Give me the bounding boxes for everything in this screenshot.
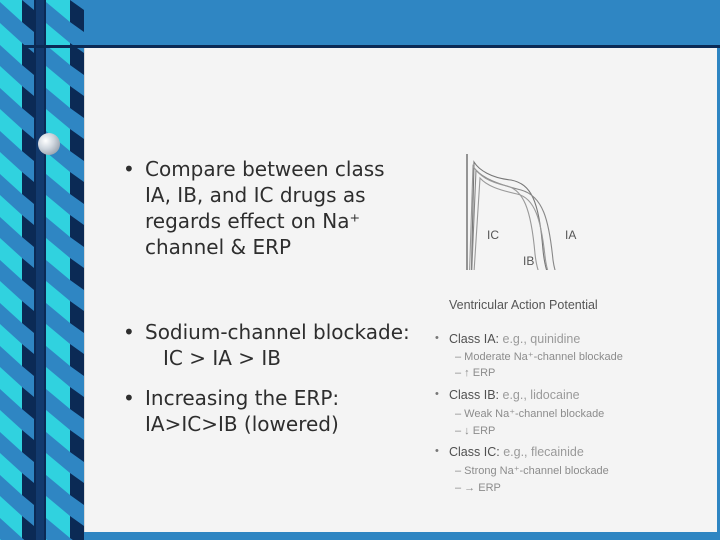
top-band bbox=[84, 0, 720, 46]
figure-label-ib: IB bbox=[523, 254, 535, 268]
class-name: Class IB: bbox=[449, 388, 500, 402]
bullet-line: Compare between class bbox=[145, 157, 385, 181]
class-ib-sub: – Weak Na⁺-channel blockade bbox=[455, 408, 605, 420]
bullet-erp bbox=[123, 385, 340, 437]
class-ib-sub: – ↓ ERP bbox=[455, 425, 496, 437]
class-example: e.g., flecainide bbox=[503, 445, 584, 459]
slide-content bbox=[84, 48, 717, 532]
figure-caption: Ventricular Action Potential bbox=[449, 298, 598, 312]
class-ic-sub: – Strong Na⁺-channel blockade bbox=[455, 465, 609, 477]
figure-label-ia: IA bbox=[565, 228, 577, 242]
curve-baseline bbox=[467, 162, 571, 270]
bullet-line: IA>IC>IB (lowered) bbox=[145, 412, 339, 436]
bullet-sodium-blockade bbox=[123, 319, 410, 371]
class-example: e.g., lidocaine bbox=[502, 388, 580, 402]
bullet-dot: • bbox=[123, 157, 135, 181]
class-ia-sub: – ↑ ERP bbox=[455, 367, 496, 379]
class-name: Class IA: bbox=[449, 332, 500, 346]
bullet-line: IA, IB, and IC drugs as bbox=[145, 183, 366, 207]
bullet-line: Sodium-channel blockade: bbox=[145, 320, 410, 344]
class-ic bbox=[449, 445, 584, 459]
class-example: e.g., quinidine bbox=[502, 332, 581, 346]
class-ic-sub: – → ERP bbox=[455, 482, 501, 494]
class-ia bbox=[449, 332, 580, 346]
bullet-line: channel & ERP bbox=[145, 235, 292, 259]
class-dot: • bbox=[435, 445, 439, 457]
decorative-left-strip bbox=[0, 0, 84, 540]
bullet-line: regards effect on Na⁺ bbox=[145, 209, 361, 233]
bullet-line: IC > IA > IB bbox=[163, 346, 282, 370]
action-potential-figure bbox=[431, 150, 631, 270]
class-dot: • bbox=[435, 388, 439, 400]
class-ia-sub: – Moderate Na⁺-channel blockade bbox=[455, 351, 623, 363]
bullet-dot: • bbox=[123, 320, 135, 344]
knob-ornament bbox=[38, 133, 60, 155]
bullet-line: Increasing the ERP: bbox=[145, 386, 340, 410]
figure-label-ic: IC bbox=[487, 228, 499, 242]
bullet-dot: • bbox=[123, 386, 135, 410]
class-dot: • bbox=[435, 332, 439, 344]
class-ib bbox=[449, 388, 580, 402]
bullet-compare bbox=[123, 156, 385, 260]
class-name: Class IC: bbox=[449, 445, 500, 459]
